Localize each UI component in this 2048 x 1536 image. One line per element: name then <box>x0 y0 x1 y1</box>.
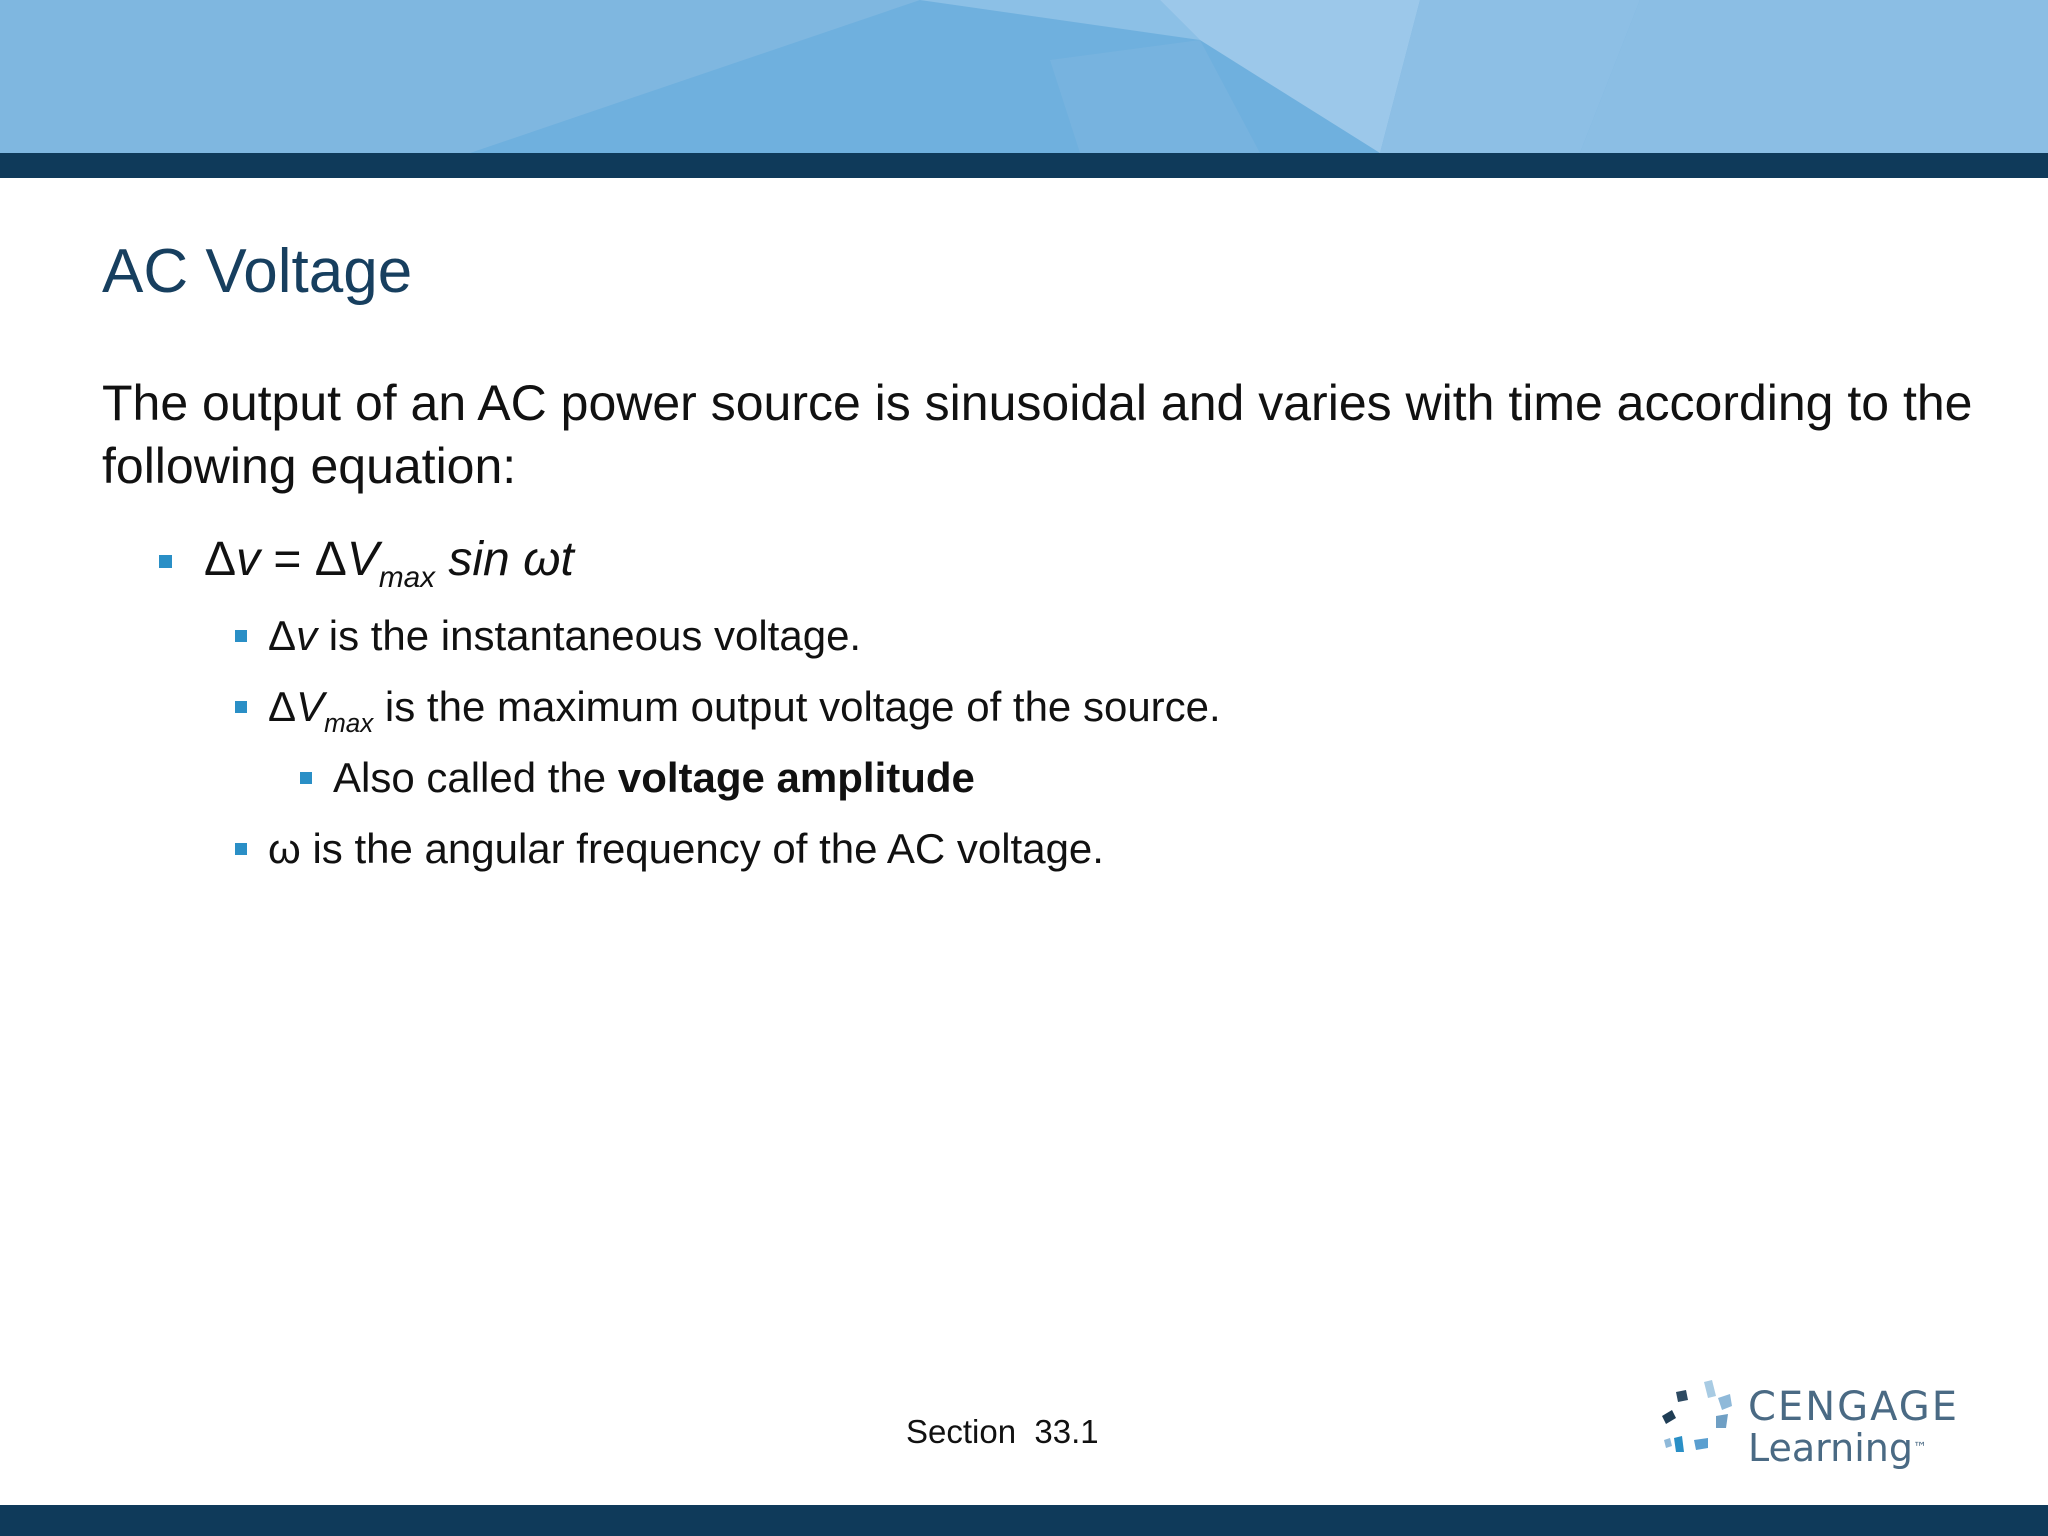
bullet-angular-frequency <box>268 823 1104 875</box>
bullet-marker <box>235 701 247 713</box>
cengage-logo-learning: Learning <box>1748 1426 1913 1470</box>
dv-v: v <box>296 612 318 659</box>
bullet-marker <box>159 555 172 568</box>
amplitude-text: Also called the <box>333 754 618 801</box>
header-banner <box>0 0 2048 153</box>
bullet-equation <box>204 530 574 596</box>
dvmax-max: max <box>324 707 374 738</box>
bullet-marker <box>235 843 247 855</box>
equation-delta: Δ <box>204 533 237 586</box>
omega-text: ω is the angular frequency of the AC voltage. <box>268 825 1104 872</box>
cengage-logo <box>1660 1380 1960 1480</box>
intro-paragraph: The output of an AC power source is sinusoidal and varies with time according to the following equation: <box>102 375 1973 494</box>
slide-title: AC Voltage <box>102 237 413 306</box>
cengage-logo-line1: CENGAGE <box>1748 1384 1960 1430</box>
dvmax-delta: Δ <box>268 683 297 730</box>
dv-delta: Δ <box>268 612 297 659</box>
bullet-instantaneous <box>268 610 861 662</box>
header-stripe <box>0 153 2048 178</box>
bullet-amplitude <box>333 752 975 804</box>
equation-V: V <box>346 533 379 586</box>
amplitude-bold: voltage amplitude <box>617 754 975 801</box>
section-label: Section 33.1 <box>906 1413 1099 1450</box>
dv-text: is the instantaneous voltage. <box>317 612 862 659</box>
equation-rest: sin ωt <box>435 533 574 586</box>
dvmax-text: is the maximum output voltage of the source. <box>373 683 1221 730</box>
cengage-logo-tm: ™ <box>1912 1440 1927 1456</box>
footer-stripe <box>0 1505 2048 1536</box>
equation-v: v <box>236 533 261 586</box>
equation-max: max <box>378 561 436 595</box>
equation-equals: = Δ <box>260 533 347 586</box>
bullet-marker <box>235 630 247 642</box>
cengage-logo-icon <box>1660 1380 1740 1480</box>
bullet-marker <box>300 772 312 784</box>
header-decoration <box>0 0 2048 153</box>
cengage-logo-line2 <box>1748 1426 1927 1470</box>
bullet-maximum <box>268 681 1221 738</box>
dvmax-V: V <box>296 683 325 730</box>
